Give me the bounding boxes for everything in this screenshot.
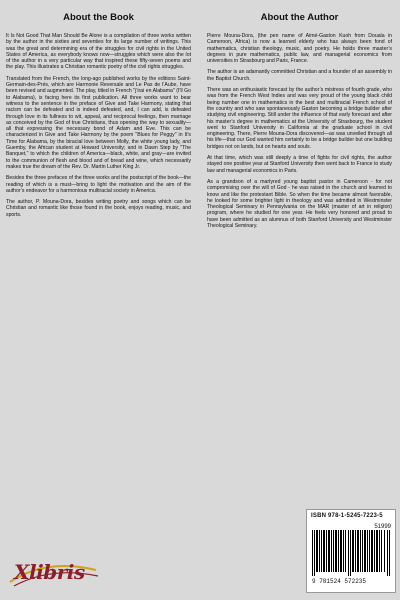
about-the-book-column	[6, 6, 191, 223]
author-paragraph: Pierre Mouna-Dora, (the pen name of Aimé-Gaston Kuoh from Douala in Cameroon, Africa) is now a learned elderly who has always been fond of mathematics, christian theology, music, and poetry. He holds three master’s degrees in pure mathematics, public law, and managerial economics from universities in Strasbourg and Paris, France.	[207, 33, 392, 65]
book-paragraph: It Is Not Good That Man Should Be Alone is a compilation of three works written by the author in the sixties and seventies for its large number of writings. This was the great and determining era of the struggles for civil rights in the United States of America, as everybody knows now—struggles which were also the lot of the author in a very particular way that inspired these fifty-seven poems and the play. This illustrates a Christian romantic poetry of the civil rights struggles.	[6, 33, 191, 71]
author-paragraph: At that time, which was still deeply a time of fights for civil rights, the author stayed one positive year at Stanford University then went back to France to study law and managerial economics in Paris.	[207, 155, 392, 174]
price-code: 51999	[374, 524, 391, 530]
isbn-label: ISBN 978-1-5245-7223-5	[311, 513, 383, 519]
barcode-number: 9 781524 572235	[312, 578, 367, 585]
book-paragraph: Translated from the French, the long-ago published works by the editions Saint-Germain-des-Prés, which are Harmonie Reversale and Le Pas de l’Aube, have been revised and augmented. The play, titled in French "j’irai en Alabama" (I'll Go to Alabama), is facing here its first publication. All three works want to bear witness to the sentence in the preface of Give and Take Harmony, stating that racism can be defeated and is indeed defeated, and, I can add, is defeated through love in its fullness to wit, appeal, and reciprocal feelings, then marriage as conceived by the God of true Christians, thus opening the way to sexuality—all that expressing the necessary bond of Adam and Eve. This can be characterized in Give and Take Harmony by the poem "Blues for Peggy" in It's Time for Alabama, by the biracial love between Molly, the white young lady, and Guemby, the African student at Howard University; and in Dawn Step by "The Banquet," to which the children of America—black, white, and gray—are invited to the communion of flesh and blood and of bread and wine, which necessarily makes true the dream of the Rev. Dr. Martin Luther King Jr.	[6, 75, 191, 170]
publisher-logo: Xlibris	[14, 560, 85, 584]
book-paragraph: The author, P. Mouna-Dora, besides writing poetry and songs which can be Christian and romantic like those found in the book, enjoys reading, music, and sports.	[6, 199, 191, 218]
about-the-author-column	[207, 6, 392, 234]
author-paragraph: The author is an adamantly committed Christian and a founder of an assembly in the Baptist Church.	[207, 69, 392, 82]
author-paragraph: There was an enthusiastic forecast by the author’s mistress of fourth grade, who was from the French West Indies and was very proud of the young black child being number one in mathematics in the best and multiracial French school of the country and who saw spontaneously Gaston becoming a bridge builder after studying civil engineering. Still under the influence of that early forecast and after his master’s degree in mathematics at the University of Strasbourg, the student went to Stanford University in California at the graduate school in civil engineering. There, Pierre Mouna-Dora discovered—as was unveiled through all his life—that our God wanted him certainly to be a bridge builder but one building bridges not on lands, but on hearts and souls.	[207, 87, 392, 150]
isbn-barcode	[306, 509, 396, 593]
barcode-bars	[312, 530, 390, 576]
about-the-book-heading: About the Book	[63, 12, 134, 23]
author-paragraph: As a grandson of a martyred young baptist pastor in Cameroon - for not compromising over the will of God - he was raised in the church and learned to know and like the protestant Bible. So when the time became almost favorable, he looked for some brighter light in theology and was admitted in Westminster Theological Seminary in Pennsylvania on the MAR (master of art in religion) program, where he studied for one year. He feels very honored and proud to have been admitted as an alumnus of both Stanford University and Westminster Theological Seminary.	[207, 178, 392, 230]
about-the-author-heading: About the Author	[260, 12, 339, 23]
book-paragraph: Besides the three prefaces of the three works and the postscript of the book—the reading of which is a must—bring to light the motivation and the aim of the author’s endeavor for a harmonious multiracial society in America.	[6, 175, 191, 194]
